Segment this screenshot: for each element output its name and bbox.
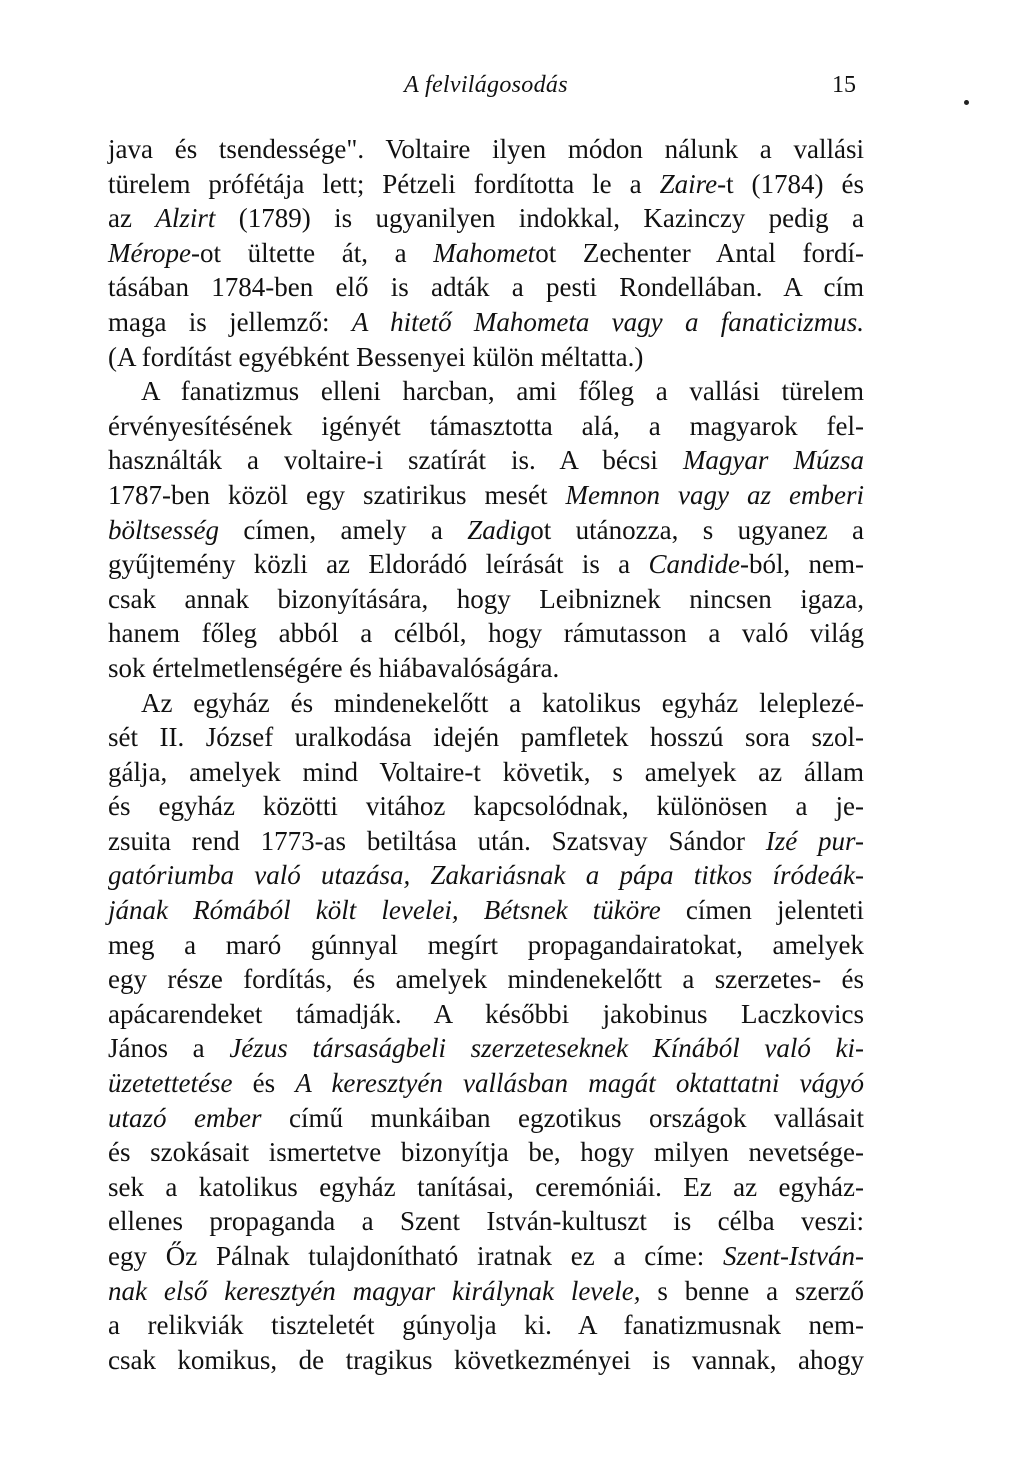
text-run: -ot ültette át, a	[190, 237, 434, 268]
text-line	[108, 1135, 864, 1170]
text-line	[108, 409, 864, 444]
text-line	[108, 443, 864, 478]
text-line	[108, 1343, 864, 1378]
text-line	[108, 755, 864, 790]
text-run: ellenes propaganda a Szent István-kultuszt is célba veszi:	[108, 1206, 864, 1237]
text-line	[108, 132, 864, 167]
text-run: gyűjtemény közli az Eldorádó leírását is a	[108, 549, 649, 580]
body-text	[108, 132, 864, 1377]
italic-title-text: Zadig	[467, 514, 531, 545]
text-run: A fanatizmus elleni harcban, ami főleg a vallási türelem	[141, 376, 864, 407]
text-run: ot Zechenter Antal fordí-	[535, 237, 864, 268]
print-speck	[964, 100, 969, 105]
text-run: Az egyház és mindenekelőtt a katolikus egyház leleplezé-	[141, 687, 864, 718]
text-run: ot utánozza, s ugyanez a	[530, 514, 864, 545]
text-line	[108, 513, 864, 548]
text-run: sét II. József uralkodása idején pamfletek hosszú sora szol-	[108, 722, 864, 753]
text-run: (A fordítást egyébként Bessenyei külön méltatta.)	[108, 341, 644, 372]
text-line	[108, 547, 864, 582]
text-run: maga is jellemző:	[108, 306, 352, 337]
text-line	[108, 340, 864, 375]
text-run: a relikviák tiszteletét gúnyolja ki. A fanatizmusnak nem-	[108, 1310, 864, 1341]
text-line	[108, 616, 864, 651]
text-line	[108, 720, 864, 755]
text-run: használták a voltaire-i szatírát is. A bécsi	[108, 445, 683, 476]
text-run: és	[232, 1068, 296, 1099]
text-run: címen jelenteti	[660, 895, 864, 926]
text-run: gálja, amelyek mind Voltaire-t követik, s amelyek az állam	[108, 756, 864, 787]
text-run: című munkáiban egzotikus országok vallásait	[261, 1102, 864, 1133]
italic-title-text: Szent-István-	[723, 1241, 864, 1271]
text-line	[108, 997, 864, 1032]
text-run: csak komikus, de tragikus következményei is vannak, ahogy	[108, 1344, 864, 1375]
text-run: az	[108, 203, 156, 234]
italic-title-text: Candide	[648, 549, 740, 580]
text-line	[108, 1031, 864, 1066]
text-run: tásában 1784-ben elő is adták a pesti Rondellában. A cím	[108, 272, 864, 303]
text-line	[108, 1274, 864, 1309]
text-run: zsuita rend 1773-as betiltása után. Szatsvay Sándor	[108, 825, 766, 856]
text-run: (1789) is ugyanilyen indokkal, Kazinczy pedig a	[215, 203, 865, 234]
text-line	[108, 305, 864, 340]
text-run: János a	[108, 1033, 230, 1064]
italic-title-text: gatóriumba való utazása, Zakariásnak a pápa titkos íródeák-	[108, 860, 864, 891]
text-run: címen, amely a	[219, 514, 468, 545]
text-line	[108, 582, 864, 617]
italic-title-text: utazó ember	[108, 1102, 262, 1133]
italic-title-text: A hitető Mahometa vagy a fanaticizmus.	[351, 306, 864, 337]
text-line	[108, 928, 864, 963]
italic-title-text: üzetettetése	[108, 1068, 233, 1099]
text-run: sek a katolikus egyház tanításai, ceremóniái. Ez az egyház-	[108, 1171, 864, 1202]
italic-title-text: A keresztyén vallásban magát oktattatni vágyó	[295, 1068, 864, 1099]
text-line	[108, 236, 864, 271]
text-line	[108, 167, 864, 202]
text-run: 1787-ben közöl egy szatirikus mesét	[108, 479, 566, 510]
italic-title-text: Jézus társaságbeli szerzeteseknek Kínából való ki-	[229, 1033, 864, 1064]
italic-title-text: Zaire	[659, 168, 718, 199]
text-run: sok értelmetlenségére és hiábavalóságára.	[108, 652, 560, 683]
page-number: 15	[832, 72, 856, 98]
text-run: türelem prófétája lett; Pétzeli fordította le a	[108, 168, 660, 199]
text-line	[108, 1204, 864, 1239]
text-run: és szokásait ismertetve bizonyítja be, hogy milyen nevetsége-	[108, 1137, 864, 1168]
text-run: -ból, nem-	[739, 549, 864, 580]
italic-title-text: böltsesség	[108, 514, 219, 545]
text-line	[108, 1308, 864, 1343]
italic-title-text: Mérope	[108, 237, 191, 268]
text-run: meg a maró gúnnyal megírt propagandairatokat, amelyek	[108, 929, 864, 960]
italic-title-text: Alzirt	[155, 203, 216, 234]
text-line	[108, 962, 864, 997]
text-line	[108, 686, 864, 721]
italic-title-text: Izé pur-	[765, 825, 864, 856]
text-line	[108, 201, 864, 236]
text-run: java és tsendessége". Voltaire ilyen módon nálunk a vallási	[108, 134, 864, 164]
text-run: egy Őz Pálnak tulajdonítható iratnak ez a címe:	[108, 1241, 724, 1271]
italic-title-text: Memnon vagy az emberi	[565, 479, 864, 510]
text-line	[108, 651, 864, 686]
italic-title-text: nak első keresztyén magyar királynak levele,	[108, 1275, 641, 1306]
running-head-title: A felvilágosodás	[404, 72, 568, 98]
text-run: csak annak bizonyítására, hogy Leibniznek nincsen igaza,	[108, 583, 864, 614]
text-line	[108, 270, 864, 305]
text-line	[108, 1101, 864, 1136]
text-run: érvényesítésének igényét támasztotta alá, a magyarok fel-	[108, 410, 864, 441]
text-run: egy része fordítás, és amelyek mindenekelőtt a szerzetes- és	[108, 964, 864, 995]
running-header	[108, 72, 864, 108]
italic-title-text: Mahomet	[433, 237, 536, 268]
text-line	[108, 789, 864, 824]
text-line	[108, 893, 864, 928]
text-line	[108, 858, 864, 893]
text-run: s benne a szerző	[640, 1275, 864, 1306]
text-run: és egyház közötti vitához kapcsolódnak, különösen a je-	[108, 791, 864, 822]
text-run: -t (1784) és	[717, 168, 864, 199]
text-line	[108, 824, 864, 859]
text-line	[108, 1239, 864, 1274]
text-run: apácarendeket támadják. A későbbi jakobinus Laczkovics	[108, 998, 864, 1029]
text-line	[108, 1066, 864, 1101]
text-line	[108, 478, 864, 513]
italic-title-text: Magyar Múzsa	[682, 445, 864, 476]
text-line	[108, 1170, 864, 1205]
italic-title-text: jának Rómából költ levelei, Bétsnek tüköre	[108, 895, 661, 926]
text-run: hanem főleg abból a célból, hogy rámutasson a való világ	[108, 618, 864, 649]
text-line	[108, 374, 864, 409]
